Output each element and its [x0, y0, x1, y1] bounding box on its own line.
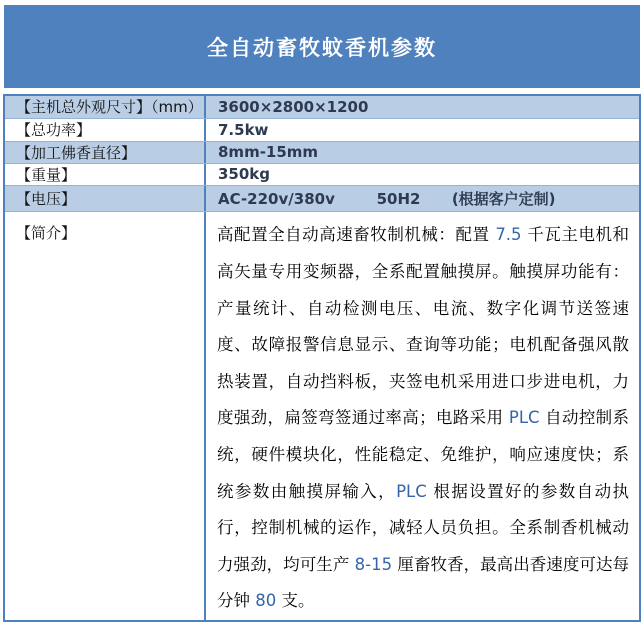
- spec-label: 【总功率】: [5, 119, 206, 141]
- spec-value: [206, 212, 639, 620]
- title-bar: [4, 5, 640, 88]
- spec-label: 【加工佛香直径】: [5, 142, 206, 163]
- table-row: [5, 164, 639, 186]
- table-row: [5, 119, 639, 142]
- spec-label: 【重量】: [5, 164, 206, 185]
- page-title: 全自动畜牧蚊香机参数: [207, 35, 437, 60]
- spec-value: 3600×2800×1200: [218, 97, 369, 116]
- table-row: [5, 96, 639, 119]
- spec-table: [3, 94, 641, 622]
- table-row: [5, 142, 639, 164]
- spec-label: 【主机总外观尺寸】（mm）: [5, 96, 206, 118]
- spec-value: AC-220v/380v 50H2 (根据客户定制): [218, 189, 556, 208]
- spec-label: 【简介】: [5, 212, 206, 620]
- spec-value: 7.5kw: [218, 120, 269, 139]
- intro-paragraph: 高配置全自动高速畜牧制机械：配置 7.5 千瓦主电机和高矢量专用变频器，全系配置触摸屏。触摸屏功能有：产量统计、自动检测电压、电流、数字化调节送签速度、故障报警信息显示、查询等功能；电机配备强风散热装置，自动挡料板，夹签电机采用进口步进电机，力度强劲，扁签弯签通过率高；电路采用 PLC 自动控制系统，硬件模块化，性能稳定、免维护，响应速度快；系统参数由触摸屏输入，PLC 根据设置好的参数自动执行，控制机械的运作，减轻人员负担。全系制香机械动力强劲，均可生产 8-15 厘畜牧香，最高出香速度可达每分钟 80 支。: [217, 225, 630, 611]
- spec-value: 8mm-15mm: [218, 143, 319, 161]
- table-row: [5, 186, 639, 213]
- spec-value: 350kg: [218, 165, 271, 183]
- spec-label: 【电压】: [5, 186, 206, 212]
- table-row: [5, 212, 639, 620]
